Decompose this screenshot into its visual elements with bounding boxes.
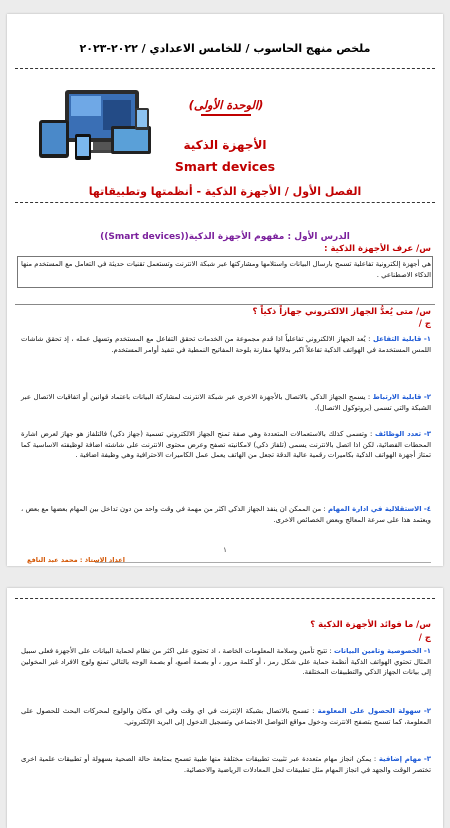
point-text: : من الممكن ان ينفذ الجهاز الذكي اكثر من مهمة في وقت واحد من دون تداخل بين المهام بعضها مع بعض ، ويعتمد هذا على سرعة المعالج وبعض الخصائص الاخرى. xyxy=(21,505,431,524)
point-number: ٣- xyxy=(423,430,431,438)
point-text: : وتسمى كذلك بالاستعمالات المتعددة وهي صفة تمنح الجهاز الالكتروني تسمية (جهاز ذكي) فالتلفاز هو جهاز لعرض اشارة المحطات الفضائية، لكن اذا اتصل بالانترنت يسمى (تلفاز ذكي) لامكانيته تصفح وعرض محتوى الانترنت على شاشته اضافة لوظيفته الاساسية كما تمتاز أجهزة الهواتف الذكية بكاميرات رقمية عالية الدقة تجعل من الهاتف يعمل عمل الكاميرات الاحترافية وهي وظيفة اضافية . xyxy=(21,430,431,459)
divider xyxy=(15,202,435,203)
point-text: : تسمح بالاتصال بشبكة الإنترنت في اي وقت وفي اي مكان والولوج لمحركات البحث للحصول على المعلومة، كما تسمح بتصفح الانترنت ودخول مواقع التواصل الاجتماعي وتسجيل الدخول إلى البريد الإلكتروني. xyxy=(21,707,431,726)
point-number: ٢- xyxy=(423,393,431,401)
divider xyxy=(15,304,435,305)
point-label: قابلية التفاعل xyxy=(372,335,422,343)
point-number: ٤- xyxy=(423,505,431,513)
point-label: الاستقلالية في ادارة المهام xyxy=(327,505,422,513)
benefit-1 xyxy=(21,646,431,678)
smart-devices-image xyxy=(37,86,155,164)
point-label: الخصوصية وتامين البيانات xyxy=(334,647,422,655)
point-text: : يمكن انجاز مهام متعددة عبر تثبيت تطبيقات مختلفة منها طبية تسمح بمتابعة حالة الصحية بسهولة أو تطبيقات علمية اخرى تختصر الوقت والجهد في انجاز المهام مثل تطبيقات لحل المعادلات الرياضية والاحصائية. xyxy=(21,755,431,774)
page-number: ١ xyxy=(223,546,227,554)
document-header: ملخص منهج الحاسوب / للخامس الاعدادي / ٢٠٢٢-٢٠٢٣ xyxy=(79,42,371,55)
question-2: س/ متى يُعدُّ الجهاز الالكتروني جهازاً ذكياً ؟ xyxy=(252,307,431,317)
point-4 xyxy=(21,504,431,525)
question-3: س/ ما فوائد الأجهزة الذكية ؟ xyxy=(310,620,431,630)
point-text: : يسمح الجهاز الذكي بالاتصال بالأجهزة الاخرى عبر شبكة الانترنت لمشاركة البيانات باعتماد قوانين أو اتفاقيات الاتصال عبر الشبكة والتي تسمى (بروتوكول الاتصال). xyxy=(21,393,431,412)
chapter-title: الفصل الأول / الأجهزة الذكية - أنظمتها وتطبيقاتها xyxy=(88,185,362,198)
document-page-1 xyxy=(7,14,443,566)
footer-line xyxy=(95,562,431,563)
topic-english: Smart devices xyxy=(174,159,276,174)
question-1: س/ عرف الأجهزة الذكية : xyxy=(324,244,431,254)
point-1 xyxy=(21,334,431,355)
document-page-2 xyxy=(7,588,443,828)
answer-mark: ج / xyxy=(418,633,431,643)
divider xyxy=(15,598,435,599)
benefit-2 xyxy=(21,706,431,727)
unit-title-underline xyxy=(201,114,251,116)
point-number: ١- xyxy=(423,647,431,655)
point-3 xyxy=(21,429,431,461)
answer-mark: ج / xyxy=(418,319,431,329)
point-number: ١- xyxy=(423,335,431,343)
point-text: : تتيح تأمين وسلامة المعلومات الخاصة ، اذ تحتوي على اكثر من نظام لحماية البيانات على الأجهزة فعلى سبيل المثال تحتوي الهواتف الذكية أنظمة حماية على شكل رمز ، أو كلمة مرور ، أو بصمة أصبع، أو بصمة الوجه بالتالي تمنع ولوج الافراد غير المخولين إلى بيانات الجهاز الذكي والتطبيقات المختلفة. xyxy=(21,647,431,676)
point-number: ٢- xyxy=(423,707,431,715)
point-number: ٣- xyxy=(423,755,431,763)
answer-1-text: هي أجهزة إلكترونية تفاعلية تسمح بارسال البيانات واستلامها ومشاركتها عبر شبكة الانترنت وتستعمل تقنيات حديثة في التعامل مع المستخدم منها الذكاء الاصطناعي . xyxy=(21,260,431,279)
benefit-3 xyxy=(21,754,431,775)
unit-title: (الوحدة الأولى) xyxy=(188,98,264,112)
point-text: : يُعد الجهاز الالكتروني تفاعلياً اذا قدم مجموعة من الخدمات تحقق التفاعل مع المستخدم وتسهل عمله ، إذ تحقق شاشات اللمس المستخدمة في الهواتف الذكية تفاعلاً اكبر بدلالها مقارنة بلوحة المفاتيح النمطية في تنفيذ أوامر المستخدم. xyxy=(21,335,431,354)
lesson-title: الدرس الأول : مفهوم الأجهزة الذكية((Smart devices)) xyxy=(100,232,350,242)
topic-arabic: الأجهزة الذكية xyxy=(183,138,267,152)
author-credit: اعداد الاستاذ : محمد عبد النافع xyxy=(27,556,125,564)
point-label: مهام إضافية xyxy=(378,755,422,763)
point-2 xyxy=(21,392,431,413)
point-label: تعدد الوظائف xyxy=(375,430,422,438)
divider xyxy=(15,68,435,69)
point-label: سهولة الحصول على المعلومة xyxy=(317,707,421,715)
point-label: قابلية الارتباط xyxy=(372,393,422,401)
